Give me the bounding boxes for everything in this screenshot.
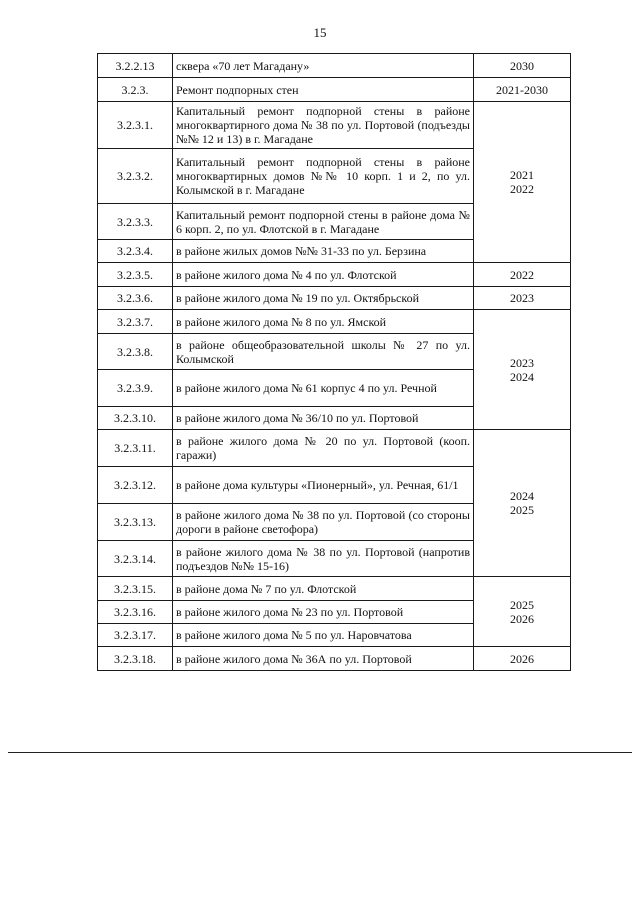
item-description: в районе жилого дома № 38 по ул. Портовой (со стороны дороги в районе светофора) [173, 504, 474, 541]
table-row [98, 78, 571, 102]
works-table-body [98, 54, 571, 671]
item-number: 3.2.2.13 [98, 54, 173, 78]
item-description: Капитальный ремонт подпорной стены в районе многоквартирного дома № 38 по ул. Портовой (подъезды №№ 12 и 13) в г. Магадане [173, 102, 474, 149]
period-year: 2023 [510, 355, 534, 370]
item-number: 3.2.3.16. [98, 601, 173, 624]
period-year: 2021-2030 [496, 82, 548, 97]
item-description: в районе дома культуры «Пионерный», ул. Речная, 61/1 [173, 467, 474, 504]
period-year: 2024 [510, 489, 534, 503]
item-number: 3.2.3.11. [98, 430, 173, 467]
item-description: в районе жилого дома № 23 по ул. Портовой [173, 601, 474, 624]
item-number: 3.2.3.3. [98, 204, 173, 240]
item-number: 3.2.3.15. [98, 577, 173, 601]
item-description: в районе жилого дома № 61 корпус 4 по ул. Речной [173, 370, 474, 407]
item-description: Ремонт подпорных стен [173, 78, 474, 102]
period-year: 2023 [510, 291, 534, 305]
item-period [474, 310, 571, 430]
item-number: 3.2.3.10. [98, 407, 173, 430]
item-period [474, 54, 571, 78]
item-period [474, 102, 571, 263]
item-description: Капитальный ремонт подпорной стены в районе многоквартирных домов №№ 10 корп. 1 и 2, по ул. Колымской в г. Магадане [173, 149, 474, 204]
period-year: 2026 [510, 651, 534, 666]
item-number: 3.2.3.9. [98, 370, 173, 407]
item-description: в районе жилых домов №№ 31-33 по ул. Берзина [173, 240, 474, 263]
period-year: 2024 [510, 369, 534, 384]
table-row [98, 647, 571, 671]
item-number: 3.2.3.12. [98, 467, 173, 504]
item-description: в районе дома № 7 по ул. Флотской [173, 577, 474, 601]
item-description: в районе общеобразовательной школы № 27 по ул. Колымской [173, 334, 474, 370]
item-period [474, 430, 571, 577]
item-number: 3.2.3.17. [98, 624, 173, 647]
page-number: 15 [313, 25, 327, 40]
table-row [98, 310, 571, 334]
item-number: 3.2.3.7. [98, 310, 173, 334]
item-number: 3.2.3.18. [98, 647, 173, 671]
item-number: 3.2.3. [98, 78, 173, 102]
item-number: 3.2.3.2. [98, 149, 173, 204]
item-period [474, 78, 571, 102]
period-year: 2021 [510, 168, 534, 182]
item-description: Капитальный ремонт подпорной стены в районе дома № 6 корп. 2, по ул. Флотской в г. Магадане [173, 204, 474, 240]
period-year: 2026 [510, 611, 534, 626]
item-period [474, 647, 571, 671]
item-description: в районе жилого дома № 19 по ул. Октябрьской [173, 287, 474, 310]
period-year: 2025 [510, 503, 534, 517]
item-number: 3.2.3.5. [98, 263, 173, 287]
item-number: 3.2.3.1. [98, 102, 173, 149]
table-row [98, 430, 571, 467]
item-period [474, 287, 571, 310]
item-description: сквера «70 лет Магадану» [173, 54, 474, 78]
period-year: 2022 [510, 182, 534, 196]
table-row [98, 263, 571, 287]
item-number: 3.2.3.13. [98, 504, 173, 541]
table-row [98, 54, 571, 78]
table-row [98, 287, 571, 310]
item-description: в районе жилого дома № 4 по ул. Флотской [173, 263, 474, 287]
item-number: 3.2.3.6. [98, 287, 173, 310]
item-number: 3.2.3.8. [98, 334, 173, 370]
item-period [474, 577, 571, 647]
item-description: в районе жилого дома № 36/10 по ул. Портовой [173, 407, 474, 430]
period-year: 2030 [510, 58, 534, 73]
table-row [98, 102, 571, 149]
item-description: в районе жилого дома № 5 по ул. Наровчатова [173, 624, 474, 647]
item-description: в районе жилого дома № 20 по ул. Портовой (кооп. гаражи) [173, 430, 474, 467]
item-number: 3.2.3.4. [98, 240, 173, 263]
item-description: в районе жилого дома № 8 по ул. Ямской [173, 310, 474, 334]
bottom-rule [8, 752, 632, 753]
item-description: в районе жилого дома № 36А по ул. Портовой [173, 647, 474, 671]
period-year: 2022 [510, 267, 534, 282]
period-year: 2025 [510, 597, 534, 612]
item-period [474, 263, 571, 287]
item-description: в районе жилого дома № 38 по ул. Портовой (напротив подъездов №№ 15-16) [173, 541, 474, 577]
table-row [98, 577, 571, 601]
works-table [97, 53, 571, 671]
item-number: 3.2.3.14. [98, 541, 173, 577]
